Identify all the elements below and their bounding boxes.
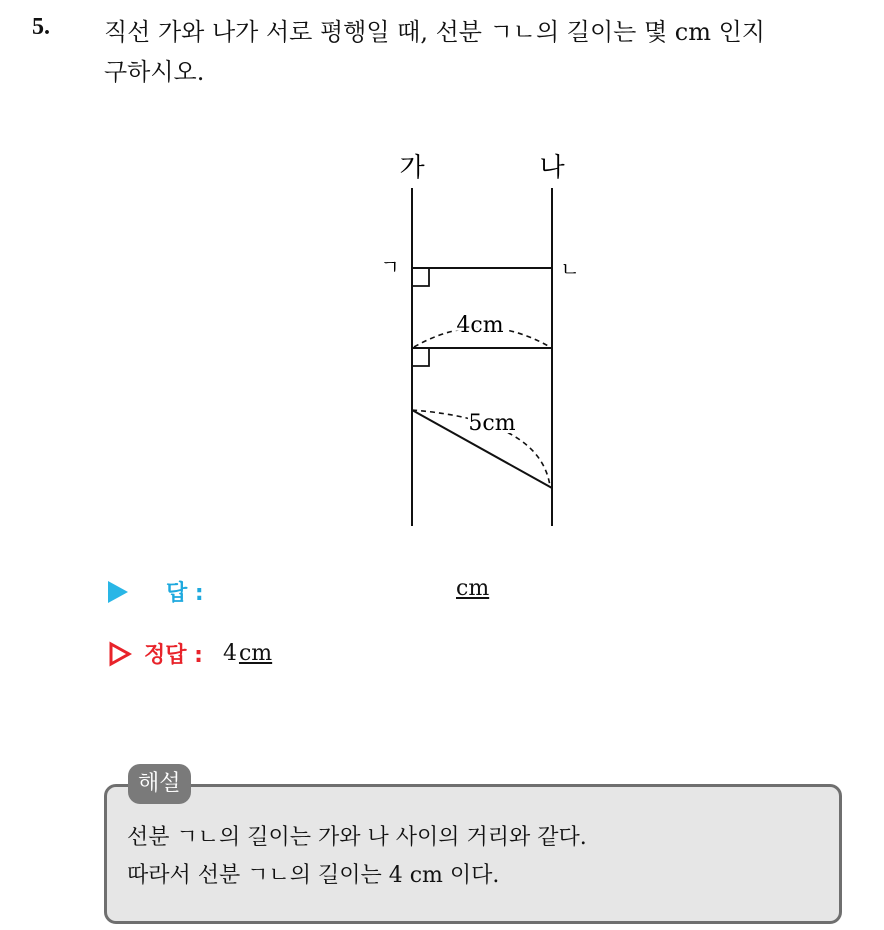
play-filled-icon <box>108 581 128 603</box>
play-outline-icon <box>108 641 132 667</box>
right-angle-mark-bottom <box>412 348 429 366</box>
line-label-left: 가 <box>399 153 425 183</box>
question-number: 5. <box>32 14 50 40</box>
line-label-right: 나 <box>539 153 565 183</box>
point-label-left: ㄱ <box>380 255 400 279</box>
question-line-1: 직선 가와 나가 서로 평행일 때, 선분 ㄱㄴ의 길이는 몇 cm 인지 <box>104 18 765 46</box>
answer-row <box>108 576 204 607</box>
explanation-text <box>127 819 587 895</box>
explanation-line-1: 선분 ㄱㄴ의 길이는 가와 나 사이의 거리와 같다. <box>127 825 587 850</box>
explanation-box <box>104 784 842 924</box>
question-text <box>104 12 864 92</box>
point-label-right: ㄴ <box>560 257 580 281</box>
correct-label: 정답 : <box>144 643 203 668</box>
correct-answer <box>223 641 272 666</box>
correct-value: 4 <box>222 641 237 666</box>
slant-length-label: 5cm <box>468 411 516 436</box>
explanation-tab: 해설 <box>128 764 191 804</box>
answer-label: 답 : <box>166 581 204 606</box>
question-line-2: 구하시오. <box>104 58 205 86</box>
correct-unit: cm <box>238 641 273 666</box>
right-angle-mark-top <box>412 268 429 286</box>
perp-distance-label: 4cm <box>456 313 504 338</box>
answer-unit: cm <box>456 576 490 601</box>
explanation-line-2: 따라서 선분 ㄱㄴ의 길이는 4 cm 이다. <box>127 863 500 888</box>
correct-row <box>108 638 272 669</box>
parallel-lines-diagram <box>360 140 600 540</box>
